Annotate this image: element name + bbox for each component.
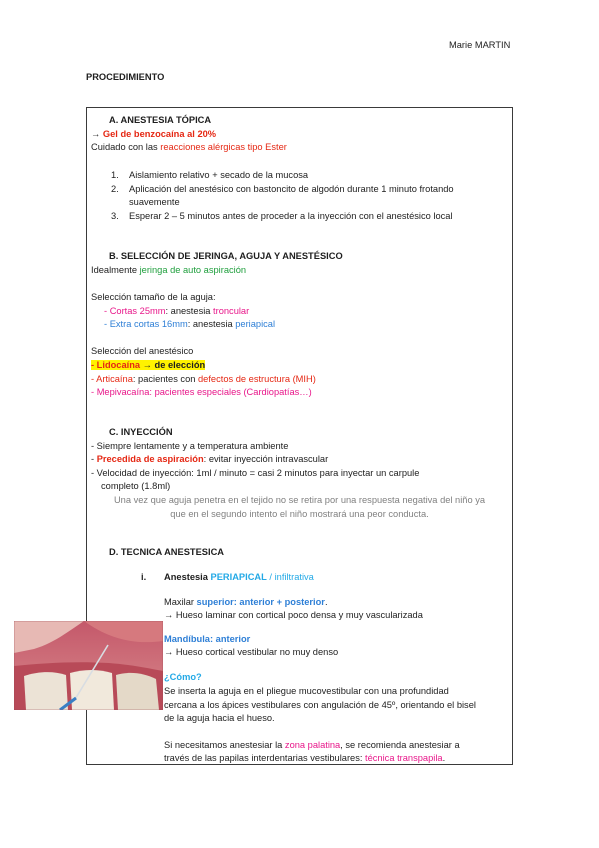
transpapillary-technique: técnica transpapila: [365, 753, 443, 763]
note-allergy: reacciones alérgicas tipo Ester: [160, 142, 287, 152]
palatal-rest: , se recomienda anestesiar a: [340, 740, 460, 750]
mepivacaine-line: - Mepivacaína: pacientes especiales (Cardiopatías…): [91, 387, 312, 397]
needle-extra: - Extra cortas 16mm: anestesia periapical: [104, 319, 276, 329]
step-text: Aislamiento relativo + secado de la mucosa: [129, 170, 309, 180]
maxilar-dot: .: [324, 597, 328, 607]
section-c-heading: C. INYECCIÓN: [109, 427, 173, 437]
anes-title: Selección del anestésico: [91, 346, 194, 356]
step-num: 2.: [111, 184, 119, 194]
arrow-icon: →: [91, 129, 101, 139]
step-num: 1.: [111, 170, 119, 180]
allergy-note: [91, 142, 287, 153]
step-2: [111, 184, 454, 195]
note-prefix: Cuidado con las: [91, 142, 161, 152]
injection-line-1: - Siempre lentamente y a temperatura ambiente: [91, 441, 289, 451]
author-name: Marie MARTIN: [449, 40, 511, 50]
dental-injection-photo: [14, 621, 163, 710]
step-2-cont: suavemente: [129, 197, 180, 207]
periapical-label: Anestesia: [164, 572, 211, 582]
step-num: 3.: [111, 211, 119, 221]
maxilar-line: [164, 597, 328, 608]
mepivacaine-name: Mepivacaína: [96, 387, 150, 397]
step-3: [111, 211, 453, 222]
maxilar-label: Maxilar: [164, 597, 197, 607]
needle-extra-mid: : anestesia: [187, 319, 236, 329]
needle-extra-type: periapical: [235, 319, 276, 329]
dental-photo-illustration: [14, 621, 163, 710]
mandible-detail: → Hueso cortical vestibular no muy denso: [164, 647, 339, 657]
periapical-infiltrative: / infiltrativa: [266, 572, 314, 582]
injection-line-3: - Velocidad de inyección: 1ml / minuto = casi 2 minutos para inyectar un carpule: [91, 468, 420, 478]
periapical-line: [141, 572, 314, 583]
mepivacaine-patients: : pacientes especiales (Cardiopatías…): [149, 387, 312, 397]
periapical-type: PERIAPICAL: [210, 572, 267, 582]
gel-line: [91, 129, 216, 140]
palatal-prefix: Si necesitamos anestesiar la: [164, 740, 285, 750]
ideal-line: [91, 265, 246, 276]
transpapillary-dot: .: [442, 753, 446, 763]
lidocaine-name: - Lidocaína: [91, 360, 143, 370]
aspiration-text: Precedida de aspiración: [96, 454, 204, 464]
palatal-line-2: [164, 753, 445, 764]
mandible-heading: Mandíbula: anterior: [164, 634, 251, 644]
palatal-zone: zona palatina: [284, 740, 341, 750]
section-b-heading: B. SELECCIÓN DE JERINGA, AGUJA Y ANESTÉSICO: [109, 251, 343, 261]
needle-title: Selección tamaño de la aguja:: [91, 292, 216, 302]
injection-line-4: completo (1.8ml): [101, 481, 171, 491]
needle-extra-size: Extra cortas 16mm: [109, 319, 188, 329]
transpapillary-prefix: través de las papilas interdentarias vestibulares:: [164, 753, 366, 763]
palatal-line-1: [164, 740, 460, 751]
articaine-mid: : pacientes con: [132, 374, 198, 384]
how-line-1: Se inserta la aguja en el pliegue mucovestibular con una profundidad: [164, 686, 449, 696]
arrow-icon: →: [142, 360, 152, 370]
how-line-3: de la aguja hacia el hueso.: [164, 713, 275, 723]
maxilar-detail: → Hueso laminar con cortical poco densa y muy vascularizada: [164, 610, 423, 620]
articaine-defects: defectos de estructura (MIH): [198, 374, 316, 384]
aspiration-rest: : evitar inyección intravascular: [203, 454, 329, 464]
maxilar-zones: superior: anterior + posterior: [196, 597, 325, 607]
how-line-2: cercana a los ápices vestibulares con angulación de 45º, orientando el bisel: [164, 700, 476, 710]
page-title: PROCEDIMIENTO: [86, 72, 165, 82]
section-a-heading: A. ANESTESIA TÓPICA: [109, 115, 212, 125]
ideal-syringe: jeringa de auto aspiración: [139, 265, 247, 275]
needle-short: - Cortas 25mm: anestesia troncular: [104, 306, 250, 316]
ideal-prefix: Idealmente: [91, 265, 140, 275]
gel-text: Gel de benzocaína al 20%: [102, 129, 217, 139]
needle-short-size: Cortas 25mm: [109, 306, 166, 316]
sub-number: i.: [141, 572, 147, 582]
lidocaine-choice: de elección: [151, 360, 206, 370]
articaine-line: - Articaína: pacientes con defectos de estructura (MIH): [91, 374, 316, 384]
how-heading: ¿Cómo?: [164, 672, 202, 682]
step-1: [111, 170, 309, 181]
section-d-heading: D. TECNICA ANESTESICA: [109, 547, 225, 557]
step-text: Esperar 2 – 5 minutos antes de proceder a la inyección con el anestésico local: [129, 211, 453, 221]
needle-short-mid: : anestesia: [165, 306, 214, 316]
injection-line-2: - Precedida de aspiración: evitar inyección intravascular: [91, 454, 329, 464]
lidocaine-line: [91, 360, 205, 371]
step-text: Aplicación del anestésico con bastoncito de algodón durante 1 minuto frotando: [129, 184, 454, 194]
warning-line-2: que en el segundo intento el niño mostrará una peor conducta.: [170, 509, 429, 519]
needle-short-type: troncular: [213, 306, 250, 316]
warning-line-1: Una vez que aguja penetra en el tejido no se retira por una respuesta negativa del niño ya: [113, 495, 486, 505]
articaine-name: Articaína: [96, 374, 133, 384]
